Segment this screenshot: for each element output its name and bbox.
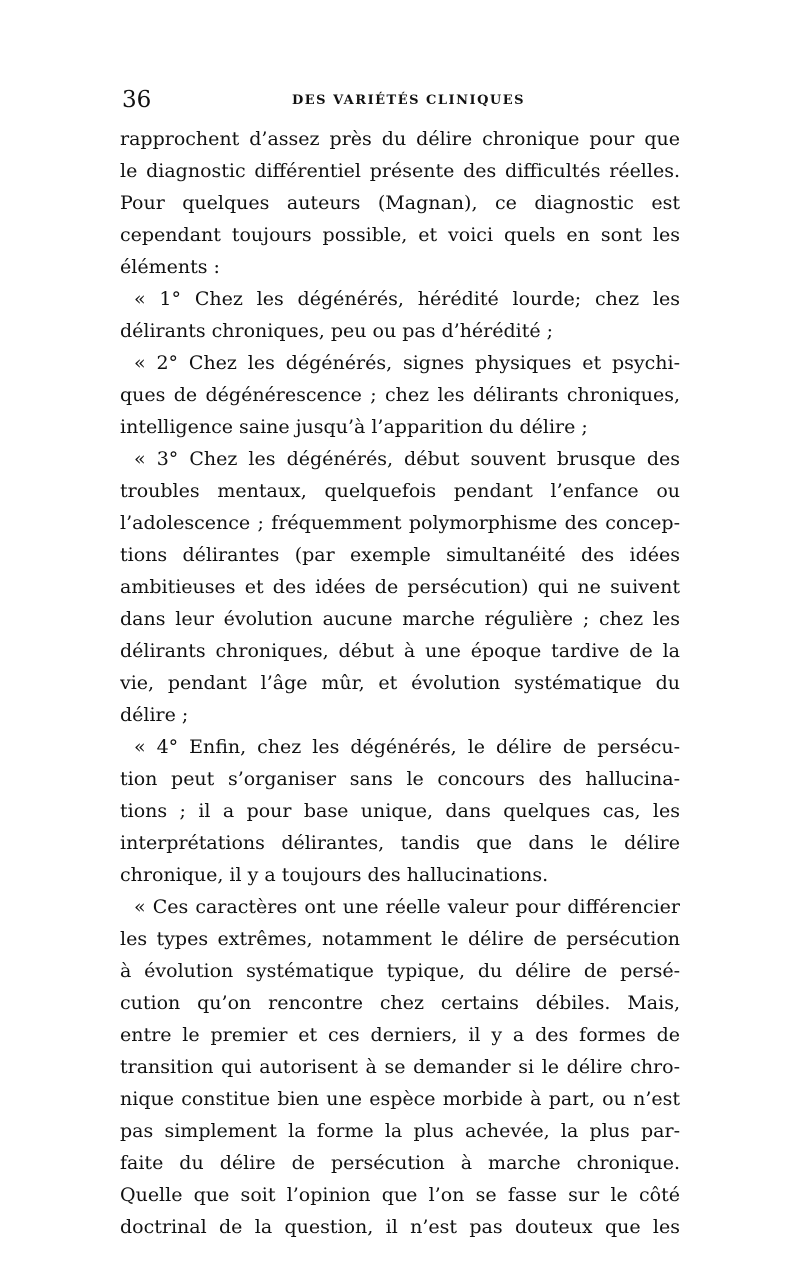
text-line: éléments : <box>120 256 220 278</box>
text-line: « 4° Enfin, chez les dégénérés, le délire de persécu- <box>134 736 680 758</box>
text-line: ambitieuses et des idées de persécution) qui ne suivent <box>120 576 680 598</box>
text-line: à évolution systématique typique, du délire de persé- <box>120 960 680 982</box>
body-text <box>120 123 680 1243</box>
text-line: délire ; <box>120 704 189 726</box>
text-line: tions délirantes (par exemple simultanéité des idées <box>120 544 680 566</box>
text-line: transition qui autorisent à se demander si le délire chro- <box>120 1056 680 1078</box>
text-line: intelligence saine jusqu’à l’apparition du délire ; <box>120 416 588 438</box>
text-line: « 3° Chez les dégénérés, début souvent brusque des <box>134 448 680 470</box>
text-line: tions ; il a pour base unique, dans quelques cas, les <box>120 800 680 822</box>
text-line: vie, pendant l’âge mûr, et évolution systématique du <box>120 672 680 694</box>
text-line: « Ces caractères ont une réelle valeur pour différencier <box>134 896 680 918</box>
text-line: troubles mentaux, quelquefois pendant l’enfance ou <box>120 480 680 502</box>
text-line: les types extrêmes, notamment le délire de persécution <box>120 928 680 950</box>
text-line: l’adolescence ; fréquemment polymorphisme des concep- <box>120 512 680 534</box>
text-line: chronique, il y a toujours des hallucinations. <box>120 864 549 886</box>
text-line: délirants chroniques, peu ou pas d’hérédité ; <box>120 320 554 342</box>
text-line: « 2° Chez les dégénérés, signes physiques et psychi- <box>134 352 680 374</box>
text-line: délirants chroniques, début à une époque tardive de la <box>120 640 680 662</box>
text-line: entre le premier et ces derniers, il y a des formes de <box>120 1024 680 1046</box>
text-line: faite du délire de persécution à marche chronique. <box>120 1152 680 1174</box>
text-line: ques de dégénérescence ; chez les délirants chroniques, <box>120 384 680 406</box>
text-line: Pour quelques auteurs (Magnan), ce diagnostic est <box>120 192 680 214</box>
page-header <box>122 86 682 116</box>
text-line: cependant toujours possible, et voici quels en sont les <box>120 224 680 246</box>
text-line: nique constitue bien une espèce morbide à part, ou n’est <box>120 1088 680 1110</box>
page-number: 36 <box>122 87 152 113</box>
text-line: tion peut s’organiser sans le concours des hallucina- <box>120 768 680 790</box>
text-line: le diagnostic différentiel présente des difficultés réelles. <box>120 160 680 182</box>
text-line: cution qu’on rencontre chez certains débiles. Mais, <box>120 992 680 1014</box>
text-line: doctrinal de la question, il n’est pas douteux que les <box>120 1216 680 1238</box>
running-head: DES VARIÉTÉS CLINIQUES <box>292 93 526 108</box>
text-line: rapprochent d’assez près du délire chronique pour que <box>120 128 680 150</box>
text-line: pas simplement la forme la plus achevée, la plus par- <box>120 1120 680 1142</box>
text-line: Quelle que soit l’opinion que l’on se fasse sur le côté <box>120 1184 680 1206</box>
text-line: dans leur évolution aucune marche régulière ; chez les <box>120 608 680 630</box>
text-line: interprétations délirantes, tandis que dans le délire <box>120 832 680 854</box>
text-line: « 1° Chez les dégénérés, hérédité lourde; chez les <box>134 288 680 310</box>
